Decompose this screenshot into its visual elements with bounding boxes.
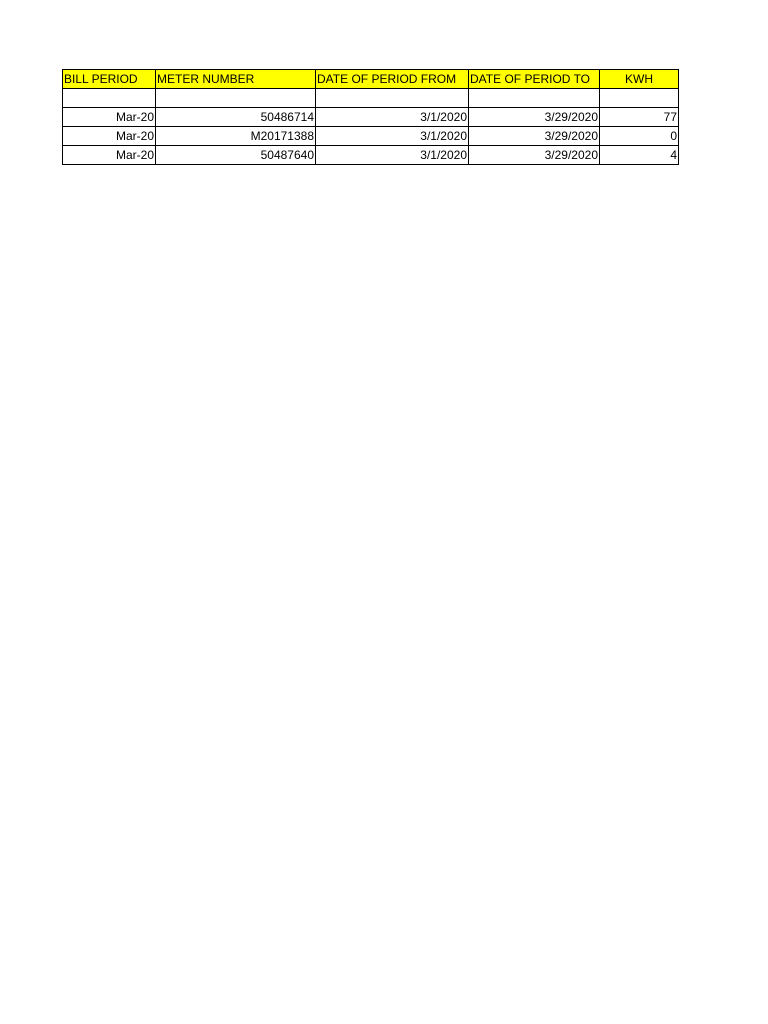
cell-bill-period: Mar-20 [63, 127, 156, 146]
table-row [63, 127, 679, 146]
cell-bill-period: Mar-20 [63, 146, 156, 165]
cell-meter-number: 50487640 [156, 146, 316, 165]
cell-kwh [600, 89, 679, 108]
cell-kwh: 4 [600, 146, 679, 165]
header-meter-number: METER NUMBER [156, 70, 316, 89]
cell-date-to: 3/29/2020 [469, 108, 600, 127]
cell-meter-number: M20171388 [156, 127, 316, 146]
cell-date-to: 3/29/2020 [469, 127, 600, 146]
cell-date-from [316, 89, 469, 108]
cell-kwh: 0 [600, 127, 679, 146]
cell-date-to [469, 89, 600, 108]
header-date-to: DATE OF PERIOD TO [469, 70, 600, 89]
header-row [63, 70, 679, 89]
cell-meter-number: 50486714 [156, 108, 316, 127]
table-row [63, 146, 679, 165]
bill-table [62, 69, 679, 165]
table-row [63, 89, 679, 108]
table-row [63, 108, 679, 127]
cell-kwh: 77 [600, 108, 679, 127]
cell-bill-period [63, 89, 156, 108]
cell-date-from: 3/1/2020 [316, 146, 469, 165]
cell-bill-period: Mar-20 [63, 108, 156, 127]
cell-date-to: 3/29/2020 [469, 146, 600, 165]
cell-meter-number [156, 89, 316, 108]
cell-date-from: 3/1/2020 [316, 108, 469, 127]
header-bill-period: BILL PERIOD [63, 70, 156, 89]
cell-date-from: 3/1/2020 [316, 127, 469, 146]
header-kwh: KWH [600, 70, 679, 89]
header-date-from: DATE OF PERIOD FROM [316, 70, 469, 89]
